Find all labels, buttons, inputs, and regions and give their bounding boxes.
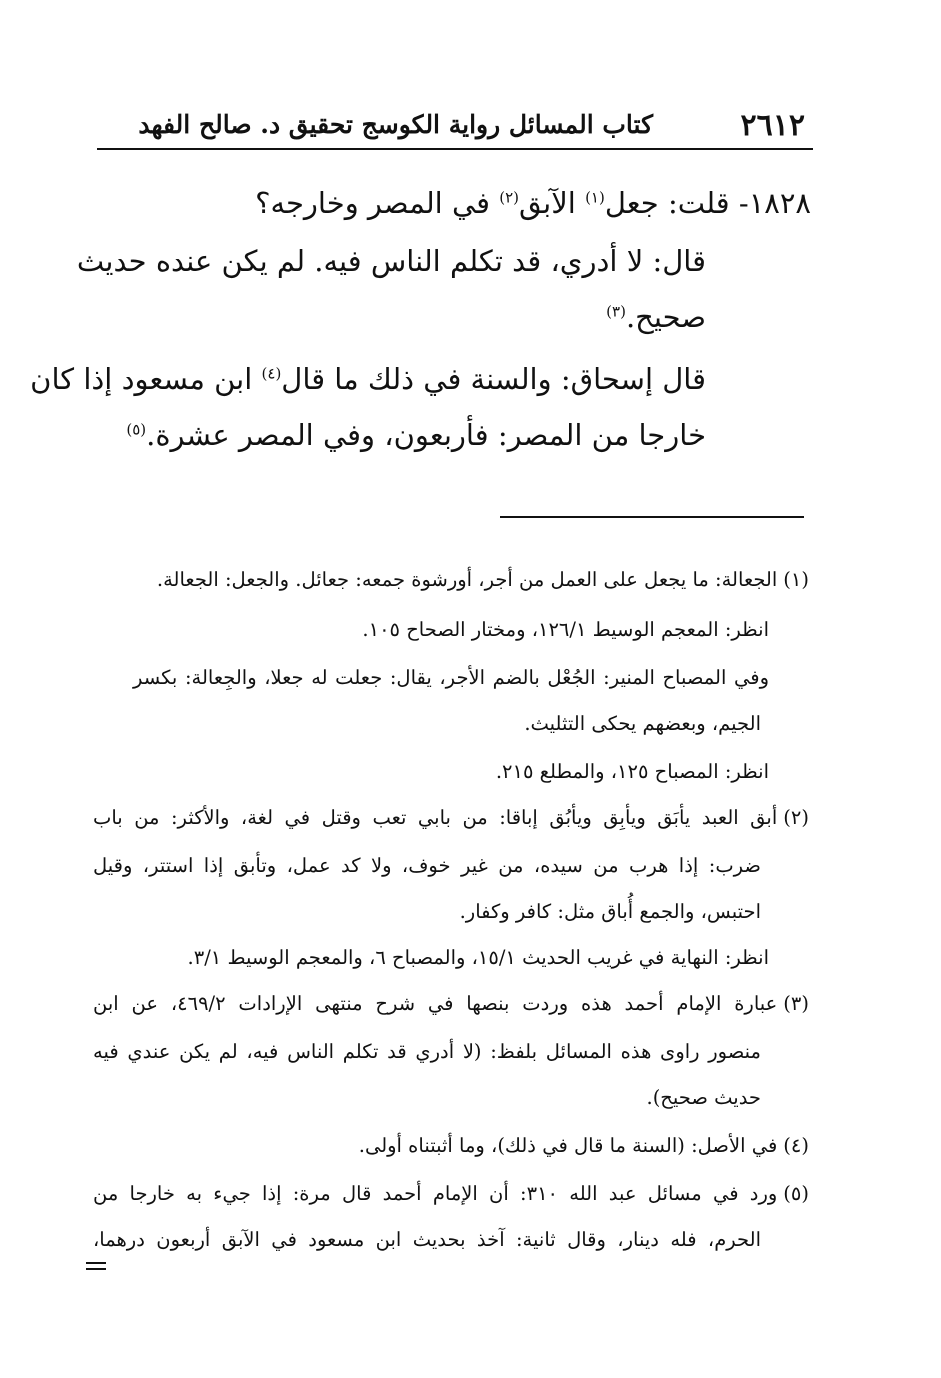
answer2-line1: [30, 362, 706, 396]
answer1-line1: قال: لا أدري، قد تكلم الناس فيه. لم يكن عنده حديث: [76, 244, 706, 278]
footnote-2-line3: احتبس، والجمع أُباق مثل: كافر وكفار.: [459, 900, 761, 923]
footnote-ref-3: (٣): [606, 302, 626, 321]
footnote-5-text: ورد في مسائل عبد الله ٣١٠: أن الإمام أحمد قال مرة: إذا جيء به خارجا من: [93, 1182, 778, 1205]
footnote-ref-1: (١): [585, 188, 605, 207]
page-number: ٢٦١٢: [740, 108, 805, 143]
footnote-4-text: في الأصل: (السنة ما قال في ذلك)، وما أثبتناه أولى.: [358, 1134, 778, 1157]
footnote-3-number: (٣): [783, 992, 809, 1015]
footnote-2-line1: [93, 806, 809, 829]
footnote-5-line1: [93, 1182, 809, 1205]
footnote-4-number: (٤): [783, 1134, 809, 1157]
question-line: [255, 186, 811, 220]
book-title: كتاب المسائل رواية الكوسج تحقيق د. صالح الفهد: [138, 110, 653, 139]
answer2-line1-b: ابن مسعود إذا كان: [30, 362, 262, 396]
answer1-line2-text: صحيح.: [625, 300, 706, 334]
footnote-ref-2: (٢): [499, 188, 519, 207]
footnote-4-line1: [359, 1134, 809, 1157]
footnote-1-number: (١): [783, 568, 809, 591]
answer2-line2-text: خارجا من المصر: فأربعون، وفي المصر عشرة.: [146, 418, 706, 452]
footnote-1-line1: [157, 568, 809, 591]
running-header: [97, 100, 813, 150]
footnote-1-line3: وفي المصباح المنير: الجُعْل بالضم الأجر، يقال: جعلت له جعلا، والجِعالة: بكسر: [133, 666, 769, 689]
footnote-5-line2: الحرم، فله دينار، وقال ثانية: آخذ بحديث ابن مسعود في الآبق أربعون درهما،: [93, 1228, 761, 1251]
footnote-1-text: الجعالة: ما يجعل على العمل من أجر، أورشوة جمعه: جعائل. والجعل: الجعالة.: [156, 568, 778, 591]
answer2-line1-a: قال إسحاق: والسنة في ذلك ما قال: [281, 362, 706, 396]
question-text-a: قلت: جعل: [604, 186, 730, 220]
footnote-ref-5: (٥): [126, 420, 147, 439]
answer1-line2: [606, 300, 706, 334]
footnote-3-text: عبارة الإمام أحمد هذه وردت بنصها في شرح منتهى الإرادات ٤٦٩/٢، عن ابن: [93, 992, 778, 1015]
footnote-1-line5: انظر: المصباح ١٢٥، والمطلع ٢١٥.: [495, 760, 769, 783]
footnote-5-number: (٥): [783, 1182, 809, 1205]
footnote-2-number: (٢): [783, 806, 809, 829]
footnote-divider: [500, 516, 804, 518]
question-number: ١٨٢٨-: [738, 186, 811, 220]
footnote-2-line2: ضرب: إذا هرب من سيده، من غير خوف، ولا كد عمل، وتأبق إذا استتر، وقيل: [93, 854, 761, 877]
footnote-3-line3: حديث صحيح).: [646, 1086, 761, 1109]
footnote-ref-4: (٤): [261, 364, 282, 383]
footnote-1-line2: انظر: المعجم الوسيط ١٢٦/١، ومختار الصحاح ١٠٥.: [362, 618, 769, 641]
footnote-1-line4: الجيم، وبعضهم يحكى التثليث.: [524, 712, 761, 735]
footnote-2-text: أبق العبد يأبَق ويأبِق ويأبُق إباقا: من بابي تعب وقتل في لغة، والأكثر: من باب: [93, 806, 778, 829]
continuation-mark: [86, 1262, 106, 1270]
footnote-3-line2: منصور راوى هذه المسائل بلفظ: (لا أدري قد تكلم الناس فيه، لم يكن عندي فيه: [93, 1040, 761, 1063]
footnote-2-line4: انظر: النهاية في غريب الحديث ١٥/١، والمصباح ٦، والمعجم الوسيط ٣/١.: [187, 946, 769, 969]
question-text-b: الآبق: [518, 186, 586, 220]
answer2-line2: [126, 418, 706, 452]
question-text-c: في المصر وخارجه؟: [255, 186, 500, 220]
footnote-3-line1: [93, 992, 809, 1015]
